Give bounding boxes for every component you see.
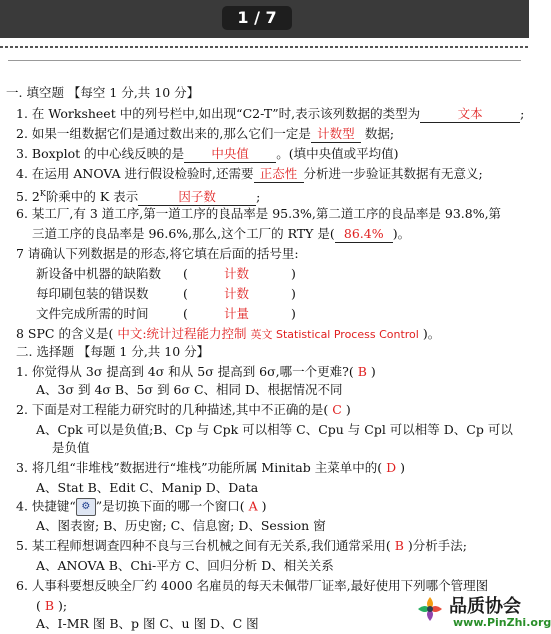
question-1-4: 4. 在运用 ANOVA 进行假设检验时,还需要 正态性 分析进一步验证其数据有无意义; (16, 166, 483, 181)
viewer-toolbar (0, 0, 529, 38)
flower-logo-icon (415, 594, 445, 624)
answer-2-1: B (357, 364, 367, 379)
options-2-6: A、I-MR 图 B、p 图 C、u 图 D、C 图 (36, 616, 259, 631)
q7-item-3-label: 文件完成所需的时间 (36, 306, 149, 321)
answer-2-2: C (332, 402, 342, 417)
watermark-url: www.PinZhi.org (453, 616, 551, 629)
answer-2-4: A (248, 498, 258, 514)
gear-window-icon: ⚙ (76, 498, 96, 516)
q7-item-3-close: ) (291, 306, 296, 321)
question-1-2: 2. 如果一组数据它们是通过数出来的,那么它们一定是 计数型 数据; (16, 126, 395, 141)
question-2-6-line1: 6. 人事科要想反映全厂约 4000 名雇员的每天未佩带厂证率,最好使用下列哪个管理图 (16, 578, 489, 593)
question-1-6-line2: 三道工序的良品率是 96.6%,那么,这个工厂的 RTY 是( 86.4% )。 (32, 226, 411, 241)
question-2-5: 5. 某工程师想调查四种不良与三台机械之间有无关系,我们通常采用( B )分析手法; (16, 538, 468, 553)
answer-1-7-3: 计量 (224, 306, 250, 321)
answer-1-8-cn: 中文:统计过程能力控制 (117, 326, 247, 341)
page-indicator[interactable]: 1 / 7 (222, 6, 292, 30)
question-1-5: 5. $2^K$阶乘中的 K 表示 因子数 ; (16, 189, 261, 205)
question-2-2: 2. 下面是对工程能力研究时的几种描述,其中不正确的是( C ) (16, 402, 351, 417)
answer-1-3: 中央值 (184, 146, 276, 163)
q7-item-3-open: ( (183, 306, 188, 321)
q7-item-1-open: ( (183, 266, 188, 281)
options-2-3: A、Stat B、Edit C、Manip D、Data (36, 480, 259, 495)
answer-1-4: 正态性 (254, 166, 304, 183)
answer-1-8-en: 英文 Statistical Process Control (250, 328, 419, 341)
options-2-2-line1: A、Cpk 可以是负值;B、Cp 与 Cpk 可以相等 C、Cpu 与 Cpl 可以相等 D、Cp 可以 (36, 422, 513, 437)
options-2-1: A、3σ 到 4σ B、5σ 到 6σ C、相同 D、根据情况不同 (36, 382, 343, 397)
q7-item-2-open: ( (183, 286, 188, 301)
answer-1-7-1: 计数 (224, 266, 250, 281)
answer-1-6: 86.4% (335, 226, 393, 243)
page-top-border (0, 46, 529, 48)
answer-1-1: 文本 (420, 106, 520, 123)
answer-1-5: 因子数 (138, 189, 256, 206)
question-2-6-line2: ( B ); (36, 598, 68, 613)
question-2-4: 4. 快捷键“ ⚙ ”是切换下面的哪一个窗口( A ) (16, 498, 266, 516)
question-2-3: 3. 将几组“非堆栈”数据进行“堆栈”功能所属 Minitab 主菜单中的( D ) (16, 460, 405, 475)
q7-item-2-label: 每印刷包装的错误数 (36, 286, 149, 301)
answer-1-2: 计数型 (311, 126, 361, 143)
question-1-1: 1. 在 Worksheet 中的列号栏中,如出现“C2-T”时,表示该列数据的类型为 文本 ; (16, 106, 525, 121)
question-1-3: 3. Boxplot 的中心线反映的是 中央值 。(填中央值或平均值) (16, 146, 399, 161)
options-2-4: A、图表窗; B、历史窗; C、信息窗; D、Session 窗 (36, 518, 326, 533)
options-2-5: A、ANOVA B、Chi-平方 C、回归分析 D、相关关系 (36, 558, 334, 573)
answer-1-7-2: 计数 (224, 286, 250, 301)
answer-2-6: B (44, 598, 55, 613)
question-2-1: 1. 你觉得从 3σ 提高到 4σ 和从 5σ 提高到 6σ,哪一个更难?( B ) (16, 364, 376, 379)
question-1-8: 8 SPC 的含义是( 中文:统计过程能力控制 英文 Statistical Process Control )。 (16, 326, 441, 341)
answer-2-5: B (394, 538, 404, 553)
answer-2-3: D (386, 460, 397, 475)
header-rule (8, 60, 521, 61)
section1-heading: 一. 填空题 【每空 1 分,共 10 分】 (6, 85, 200, 100)
q7-item-1-label: 新设备中机器的缺陷数 (36, 266, 162, 281)
watermark-logo (415, 590, 551, 634)
watermark-title: 品质协会 (449, 596, 521, 617)
question-1-6-line1: 6. 某工厂,有 3 道工序,第一道工序的良品率是 95.3%,第二道工序的良品率是 93.8%,第 (16, 206, 502, 221)
q7-item-2-close: ) (291, 286, 296, 301)
question-1-7-stem: 7 请确认下列数据是的形态,将它填在后面的括号里: (16, 246, 299, 261)
section2-heading: 二. 选择题 【每题 1 分,共 10 分】 (16, 344, 210, 359)
options-2-2-line2: 是负值 (52, 440, 90, 455)
q7-item-1-close: ) (291, 266, 296, 281)
